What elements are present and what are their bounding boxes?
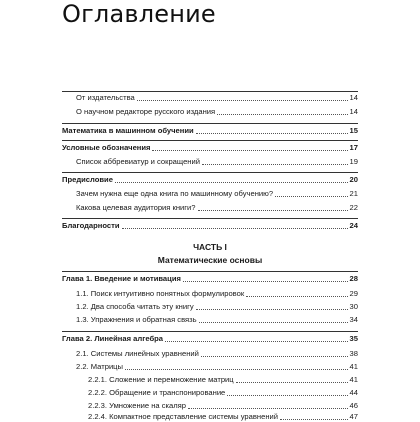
toc-entry-editor[interactable]: [62, 105, 358, 117]
toc-entry-label: О научном редакторе русского издания: [76, 107, 216, 116]
toc-chapter-2[interactable]: [62, 332, 358, 344]
toc-entry-label: Предисловие: [62, 175, 113, 184]
dot-leader: [152, 150, 347, 151]
dot-leader: [198, 210, 348, 211]
toc-entry-label: Условные обозначения: [62, 143, 151, 152]
dot-leader: [115, 182, 348, 183]
toc-entry-why-book[interactable]: [62, 187, 358, 199]
toc-entry-label: Список аббревиатур и сокращений: [76, 157, 200, 166]
toc-entry-label: 1.2. Два способа читать эту книгу: [76, 302, 194, 311]
toc-entry-label: Математика в машинном обучении: [62, 126, 194, 135]
toc-page-number: 35: [349, 334, 358, 343]
toc-page-number: 19: [349, 157, 358, 166]
toc-entry-label: 1.3. Упражнения и обратная связь: [76, 315, 197, 324]
dot-leader: [183, 281, 348, 282]
dot-leader: [236, 382, 348, 383]
toc-section-2-1[interactable]: [62, 347, 358, 359]
toc-page-number: 24: [349, 221, 358, 230]
toc-subsection-2-2-4[interactable]: [62, 410, 358, 422]
dot-leader: [122, 228, 348, 229]
toc-entry-label: 1.1. Поиск интуитивно понятных формулировок: [76, 289, 245, 298]
toc-page-number: 30: [349, 302, 358, 311]
toc-entry-math-in-ml[interactable]: [62, 124, 358, 136]
toc-page-number: 46: [349, 401, 358, 410]
toc-page-number: 34: [349, 315, 358, 324]
toc-entry-label: От издательства: [76, 93, 135, 102]
dot-leader: [217, 114, 347, 115]
toc-chapter-1[interactable]: [62, 272, 358, 284]
toc-page-number: 20: [349, 175, 358, 184]
toc-page-number: 22: [349, 203, 358, 212]
toc-entry-label: 2.1. Системы линейных уравнений: [76, 349, 199, 358]
dot-leader: [137, 100, 348, 101]
dot-leader: [165, 341, 348, 342]
dot-leader: [201, 356, 348, 357]
toc-entry-label: 2.2.2. Обращение и транспонирование: [88, 388, 226, 397]
dot-leader: [227, 395, 347, 396]
toc-subsection-2-2-2[interactable]: [62, 386, 358, 398]
toc-entry-label: 2.2.1. Сложение и перемножение матриц: [88, 375, 234, 384]
toc-page-number: 41: [349, 362, 358, 371]
toc-entry-label: 2.2.3. Умножение на скаляр: [88, 401, 187, 410]
toc-section-1-1[interactable]: [62, 287, 358, 299]
part-number: ЧАСТЬ I: [193, 242, 227, 252]
dot-leader: [125, 369, 348, 370]
toc-page-number: 29: [349, 289, 358, 298]
toc-entry-label: Благодарности: [62, 221, 120, 230]
toc-page-number: 14: [349, 93, 358, 102]
toc-entry-label: Глава 2. Линейная алгебра: [62, 334, 164, 343]
toc-page-number: 21: [349, 189, 358, 198]
toc-section-2-2[interactable]: [62, 360, 358, 372]
dot-leader: [202, 164, 348, 165]
page-title: Оглавление: [62, 0, 216, 28]
dot-leader: [275, 196, 348, 197]
toc-page-number: 41: [349, 375, 358, 384]
toc-entry-notation[interactable]: [62, 141, 358, 153]
toc-page-number: 38: [349, 349, 358, 358]
toc-entry-abbreviations[interactable]: [62, 155, 358, 167]
toc-entry-label: Какова целевая аудитория книги?: [76, 203, 196, 212]
dot-leader: [199, 322, 348, 323]
toc-entry-label: Глава 1. Введение и мотивация: [62, 274, 181, 283]
toc-page-number: 47: [349, 412, 358, 421]
toc-subsection-2-2-1[interactable]: [62, 373, 358, 385]
toc-entry-label: 2.2.4. Компактное представление системы уравнений: [88, 412, 278, 421]
toc-page-number: 44: [349, 388, 358, 397]
dot-leader: [196, 309, 348, 310]
toc-page-number: 14: [349, 107, 358, 116]
toc-entry-preface[interactable]: [62, 173, 358, 185]
toc-page-number: 17: [349, 143, 358, 152]
toc-section-1-3[interactable]: [62, 313, 358, 325]
part-title: Математические основы: [157, 255, 263, 265]
table-of-contents: [62, 0, 358, 420]
dot-leader: [188, 408, 348, 409]
dot-leader: [246, 296, 347, 297]
toc-entry-label: Зачем нужна еще одна книга по машинному обучению?: [76, 189, 274, 198]
toc-entry-audience[interactable]: [62, 201, 358, 213]
toc-entry-acknowledgements[interactable]: [62, 219, 358, 231]
toc-page-number: 15: [349, 126, 358, 135]
toc-section-1-2[interactable]: [62, 300, 358, 312]
dot-leader: [196, 133, 348, 134]
toc-page-number: 28: [349, 274, 358, 283]
toc-entry-label: 2.2. Матрицы: [76, 362, 123, 371]
toc-entry-publisher[interactable]: [62, 91, 358, 103]
